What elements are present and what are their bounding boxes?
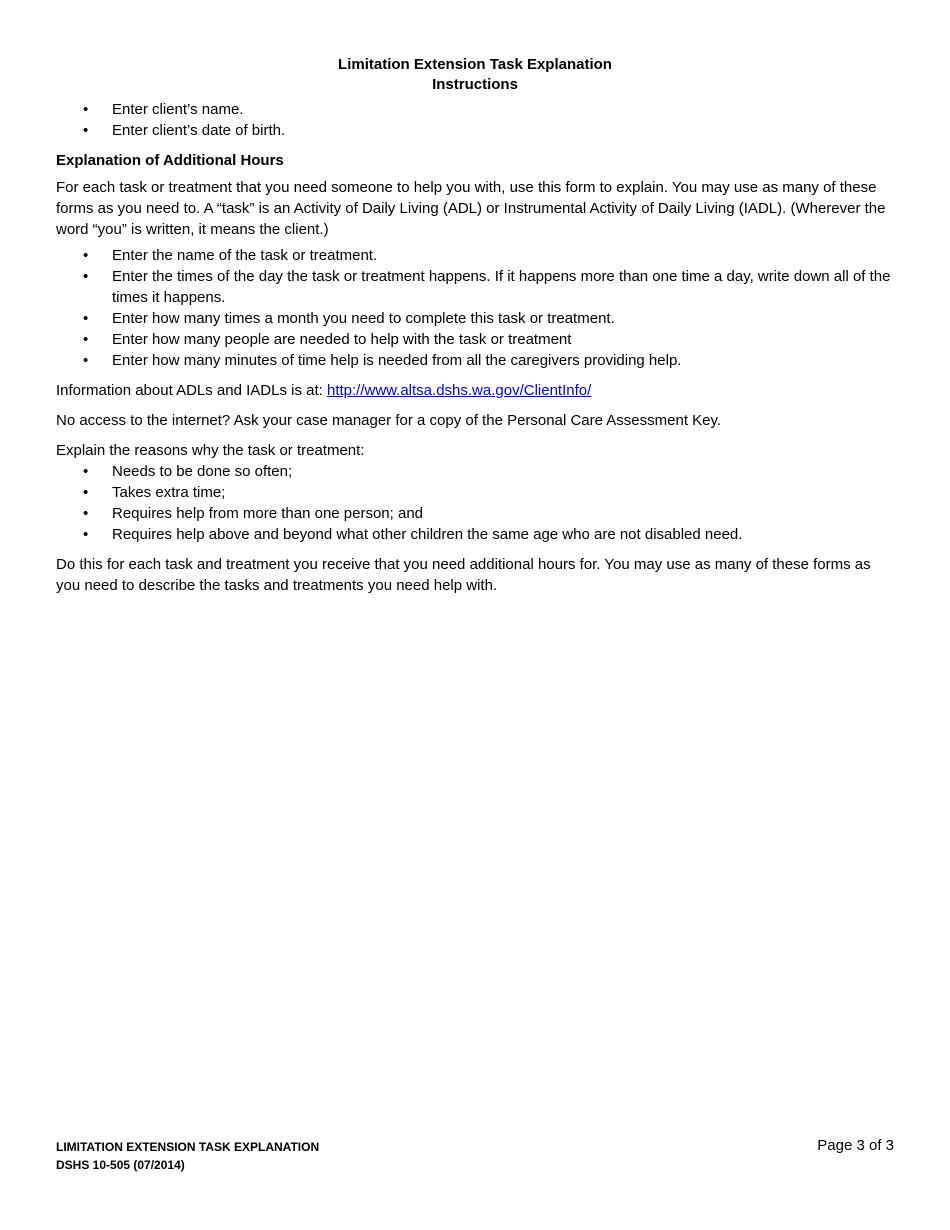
closing-paragraph: Do this for each task and treatment you receive that you need additional hours for. You may use as many of these forms as you need to describe the tasks and treatments you need help with.	[56, 556, 871, 594]
list-item: • Takes extra time;	[56, 482, 894, 503]
page-number: Page 3 of 3	[817, 1137, 894, 1154]
footer-form-number: DSHS 10-505 (07/2014)	[56, 1158, 185, 1172]
intro-bullet-list	[56, 99, 894, 141]
explanation-paragraph: For each task or treatment that you need someone to help you with, use this form to explain. You may use as many of these forms as you need to. A “task” is an Activity of Daily Living (ADL) or Instrumental Activity of Daily Living (IADL). (Wherever the word “you” is written, it means the client.)	[56, 179, 886, 238]
page-title: Limitation Extension Task Explanation	[338, 56, 612, 73]
section-heading: Explanation of Additional Hours	[56, 152, 284, 169]
title-block	[56, 55, 894, 95]
no-access-text: No access to the internet? Ask your case manager for a copy of the Personal Care Assessment Key.	[56, 412, 722, 429]
page-subtitle: Instructions	[432, 76, 518, 93]
footer-form-info	[56, 1138, 319, 1174]
info-line	[56, 380, 894, 401]
list-item: • Enter client’s date of birth.	[56, 120, 894, 141]
task-bullet-list	[56, 245, 894, 371]
list-item: • Enter how many minutes of time help is needed from all the caregivers providing help.	[56, 350, 894, 371]
list-item: • Requires help above and beyond what other children the same age who are not disabled need.	[56, 524, 894, 545]
explain-intro: Explain the reasons why the task or treatment:	[56, 442, 365, 459]
document-page	[56, 55, 894, 596]
client-info-link[interactable]: http://www.altsa.dshs.wa.gov/ClientInfo/	[326, 382, 592, 399]
list-item: • Enter the times of the day the task or treatment happens. If it happens more than one time a day, write down all of the times it happens.	[56, 266, 894, 308]
reason-bullet-list	[56, 461, 894, 545]
list-item: • Requires help from more than one person; and	[56, 503, 894, 524]
list-item: • Enter client’s name.	[56, 99, 894, 120]
footer-form-title: LIMITATION EXTENSION TASK EXPLANATION	[56, 1140, 320, 1154]
list-item: • Enter how many people are needed to help with the task or treatment	[56, 329, 894, 350]
info-prefix: Information about ADLs and IADLs is at:	[56, 382, 327, 399]
list-item: • Enter the name of the task or treatment.	[56, 245, 894, 266]
list-item: • Needs to be done so often;	[56, 461, 894, 482]
list-item: • Enter how many times a month you need to complete this task or treatment.	[56, 308, 894, 329]
